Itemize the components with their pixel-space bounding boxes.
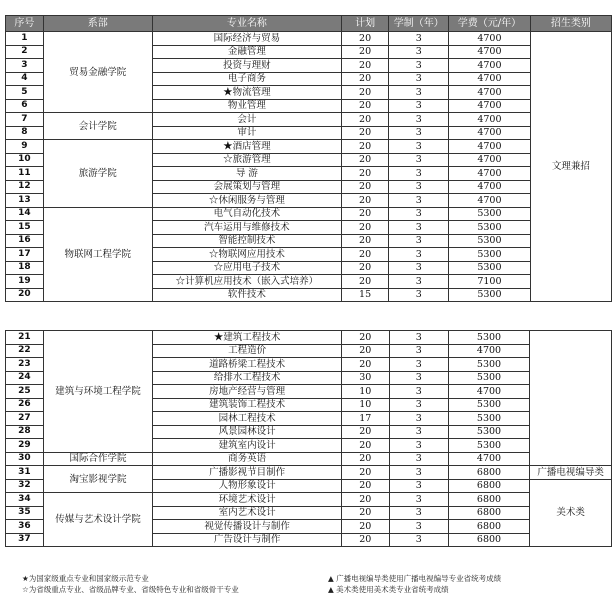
row-major: ☆休闲服务与管理 [152,194,341,208]
row-years: 3 [389,32,449,46]
row-no: 21 [6,331,44,345]
row-no: 6 [6,99,44,113]
row-no: 15 [6,221,44,235]
footnote-national: ★为国家级重点专业和国家级示范专业 [22,574,149,583]
row-fee: 5300 [448,371,529,385]
row-major: 房地产经营与管理 [153,385,342,399]
row-major: 建筑装饰工程技术 [153,398,342,412]
row-fee: 4700 [449,140,531,154]
footnote-art: ▲ 美术类使用美术类专业省统考成绩 [328,585,449,594]
row-plan: 20 [341,113,388,127]
row-no: 23 [6,358,44,372]
row-no: 29 [6,439,44,453]
header-no: 序号 [6,16,44,32]
row-years: 3 [389,72,449,86]
row-plan: 20 [342,520,390,534]
row-fee: 4700 [449,32,531,46]
row-fee: 4700 [449,59,531,73]
row-fee: 6800 [448,466,529,480]
row-years: 3 [389,221,449,235]
row-no: 28 [6,425,44,439]
row-plan: 20 [342,533,390,547]
header-category: 招生类别 [530,16,611,32]
row-years: 3 [389,126,449,140]
row-plan: 20 [342,425,390,439]
table-row [6,466,612,480]
row-fee: 4700 [448,385,529,399]
row-plan: 20 [342,439,390,453]
row-plan: 20 [341,207,388,221]
row-major: 审计 [152,126,341,140]
table-row [6,452,612,466]
row-plan: 20 [341,194,388,208]
row-fee: 5300 [448,331,529,345]
dept-cell: 国际合作学院 [43,452,153,466]
row-years: 3 [389,194,449,208]
row-plan: 20 [342,493,390,507]
row-major: 工程造价 [153,344,342,358]
header-years: 学制（年） [389,16,449,32]
table-row [6,32,612,46]
row-fee: 4700 [448,452,529,466]
row-major: 电子商务 [152,72,341,86]
row-fee: 5300 [448,439,529,453]
row-major: 道路桥梁工程技术 [153,358,342,372]
row-fee: 5300 [449,261,531,275]
row-no: 4 [6,72,44,86]
row-major: ☆应用电子技术 [152,261,341,275]
row-plan: 17 [342,412,390,426]
row-fee: 4700 [449,153,531,167]
row-major: 投资与理财 [152,59,341,73]
row-fee: 4700 [449,86,531,100]
row-plan: 20 [342,479,390,493]
row-no: 9 [6,140,44,154]
row-no: 7 [6,113,44,127]
row-plan: 20 [342,466,390,480]
row-plan: 15 [341,288,388,302]
table-row [6,113,612,127]
row-plan: 20 [341,126,388,140]
row-major: 软件技术 [152,288,341,302]
row-years: 3 [389,99,449,113]
row-no: 10 [6,153,44,167]
row-plan: 20 [341,221,388,235]
header-major: 专业名称 [152,16,341,32]
row-major: 会展策划与管理 [152,180,341,194]
row-years: 3 [389,493,448,507]
row-no: 5 [6,86,44,100]
row-years: 3 [389,520,448,534]
category-cell: 文理兼招 [530,32,611,302]
row-plan: 20 [341,32,388,46]
row-major: 物业管理 [152,99,341,113]
dept-cell: 物联网工程学院 [43,207,152,302]
row-no: 32 [6,479,44,493]
row-no: 35 [6,506,44,520]
row-years: 3 [389,344,448,358]
row-no: 17 [6,248,44,262]
dept-cell: 淘宝影视学院 [43,466,153,493]
row-years: 3 [389,371,448,385]
row-plan: 30 [342,371,390,385]
row-years: 3 [389,167,449,181]
row-years: 3 [389,479,448,493]
row-plan: 20 [342,331,390,345]
dept-cell: 旅游学院 [43,140,152,208]
row-years: 3 [389,385,448,399]
row-years: 3 [389,506,448,520]
row-plan: 20 [341,248,388,262]
row-no: 11 [6,167,44,181]
row-no: 3 [6,59,44,73]
table-row [6,493,612,507]
row-fee: 4700 [449,194,531,208]
row-major: ☆物联网应用技术 [152,248,341,262]
row-fee: 4700 [449,180,531,194]
row-no: 18 [6,261,44,275]
row-years: 3 [389,153,449,167]
row-major: 广播影视节目制作 [153,466,342,480]
row-years: 3 [389,358,448,372]
row-major: ☆计算机应用技术（嵌入式培养） [152,275,341,289]
row-years: 3 [389,140,449,154]
row-plan: 20 [342,506,390,520]
footnote-provincial: ☆为省级重点专业、省级品牌专业、省级特色专业和省级骨干专业 [22,585,239,594]
dept-cell: 贸易金融学院 [43,32,152,113]
row-plan: 10 [342,385,390,399]
row-plan: 20 [341,153,388,167]
row-fee: 6800 [448,520,529,534]
row-fee: 4700 [448,344,529,358]
row-fee: 5300 [449,234,531,248]
row-major: 商务英语 [153,452,342,466]
row-major: 室内艺术设计 [153,506,342,520]
row-fee: 7100 [449,275,531,289]
row-major: 汽车运用与维修技术 [152,221,341,235]
row-fee: 6800 [448,493,529,507]
row-fee: 4700 [449,45,531,59]
row-major: 会计 [152,113,341,127]
category-cell-blank [530,331,612,466]
row-fee: 5300 [448,425,529,439]
row-fee: 4700 [449,72,531,86]
row-no: 24 [6,371,44,385]
row-no: 16 [6,234,44,248]
row-plan: 20 [341,275,388,289]
row-fee: 4700 [449,113,531,127]
row-plan: 20 [342,358,390,372]
row-fee: 5300 [448,358,529,372]
row-major: 视觉传播设计与制作 [153,520,342,534]
row-years: 3 [389,275,449,289]
row-plan: 20 [342,452,390,466]
row-fee: 5300 [449,248,531,262]
enrollment-table-part2 [5,330,612,547]
row-fee: 4700 [449,99,531,113]
row-plan: 20 [341,59,388,73]
row-major: 人物形象设计 [153,479,342,493]
row-no: 19 [6,275,44,289]
row-years: 3 [389,288,449,302]
row-plan: 10 [342,398,390,412]
row-years: 3 [389,466,448,480]
category-cell: 美术类 [530,479,612,547]
row-fee: 5300 [448,412,529,426]
row-plan: 20 [341,140,388,154]
table-row [6,140,612,154]
row-years: 3 [389,533,448,547]
row-no: 36 [6,520,44,534]
row-plan: 20 [341,99,388,113]
row-years: 3 [389,398,448,412]
row-no: 20 [6,288,44,302]
enrollment-table-part1 [5,15,612,302]
row-years: 3 [389,234,449,248]
row-major: 给排水工程技术 [153,371,342,385]
row-no: 25 [6,385,44,399]
row-fee: 5300 [448,398,529,412]
row-years: 3 [389,207,449,221]
row-years: 3 [389,412,448,426]
row-years: 3 [389,248,449,262]
dept-cell: 会计学院 [43,113,152,140]
row-major: 园林工程技术 [153,412,342,426]
row-years: 3 [389,59,449,73]
row-major: 环境艺术设计 [153,493,342,507]
row-major: 导 游 [152,167,341,181]
row-major: 广告设计与制作 [153,533,342,547]
row-years: 3 [389,331,448,345]
row-plan: 20 [341,72,388,86]
row-no: 26 [6,398,44,412]
row-fee: 6800 [448,479,529,493]
row-major: 国际经济与贸易 [152,32,341,46]
dept-cell: 建筑与环境工程学院 [43,331,153,453]
row-major: ★物流管理 [152,86,341,100]
row-years: 3 [389,261,449,275]
row-plan: 20 [341,234,388,248]
row-years: 3 [389,113,449,127]
row-no: 1 [6,32,44,46]
row-plan: 20 [341,86,388,100]
table-row [6,207,612,221]
row-fee: 5300 [449,207,531,221]
row-no: 12 [6,180,44,194]
table-row [6,331,612,345]
row-plan: 20 [341,180,388,194]
row-major: ★酒店管理 [152,140,341,154]
row-no: 8 [6,126,44,140]
header-plan: 计划 [341,16,388,32]
table-header-row [6,16,612,32]
row-no: 34 [6,493,44,507]
row-major: 建筑室内设计 [153,439,342,453]
row-years: 3 [389,180,449,194]
row-no: 30 [6,452,44,466]
row-years: 3 [389,452,448,466]
row-major: 电气自动化技术 [152,207,341,221]
row-no: 27 [6,412,44,426]
footnotes-right [328,573,501,595]
row-fee: 5300 [449,288,531,302]
footnotes-left [22,573,239,595]
row-no: 37 [6,533,44,547]
row-plan: 20 [341,261,388,275]
row-major: 风景园林设计 [153,425,342,439]
header-fee: 学费（元/年） [449,16,531,32]
row-major: ☆旅游管理 [152,153,341,167]
footnote-broadcast: ▲ 广播电视编导类使用广播电视编导专业省统考成绩 [328,574,502,583]
row-years: 3 [389,45,449,59]
row-major: 金融管理 [152,45,341,59]
row-no: 14 [6,207,44,221]
row-no: 31 [6,466,44,480]
row-fee: 6800 [448,533,529,547]
row-major: ★建筑工程技术 [153,331,342,345]
dept-cell: 传媒与艺术设计学院 [43,493,153,547]
row-no: 13 [6,194,44,208]
row-fee: 4700 [449,126,531,140]
row-plan: 20 [341,45,388,59]
row-no: 2 [6,45,44,59]
row-years: 3 [389,86,449,100]
row-plan: 20 [341,167,388,181]
category-cell: 广播电视编导类 [530,466,612,480]
row-major: 智能控制技术 [152,234,341,248]
row-plan: 20 [342,344,390,358]
header-dept: 系部 [43,16,152,32]
row-years: 3 [389,439,448,453]
row-fee: 5300 [449,221,531,235]
row-fee: 4700 [449,167,531,181]
row-no: 22 [6,344,44,358]
row-years: 3 [389,425,448,439]
row-fee: 6800 [448,506,529,520]
